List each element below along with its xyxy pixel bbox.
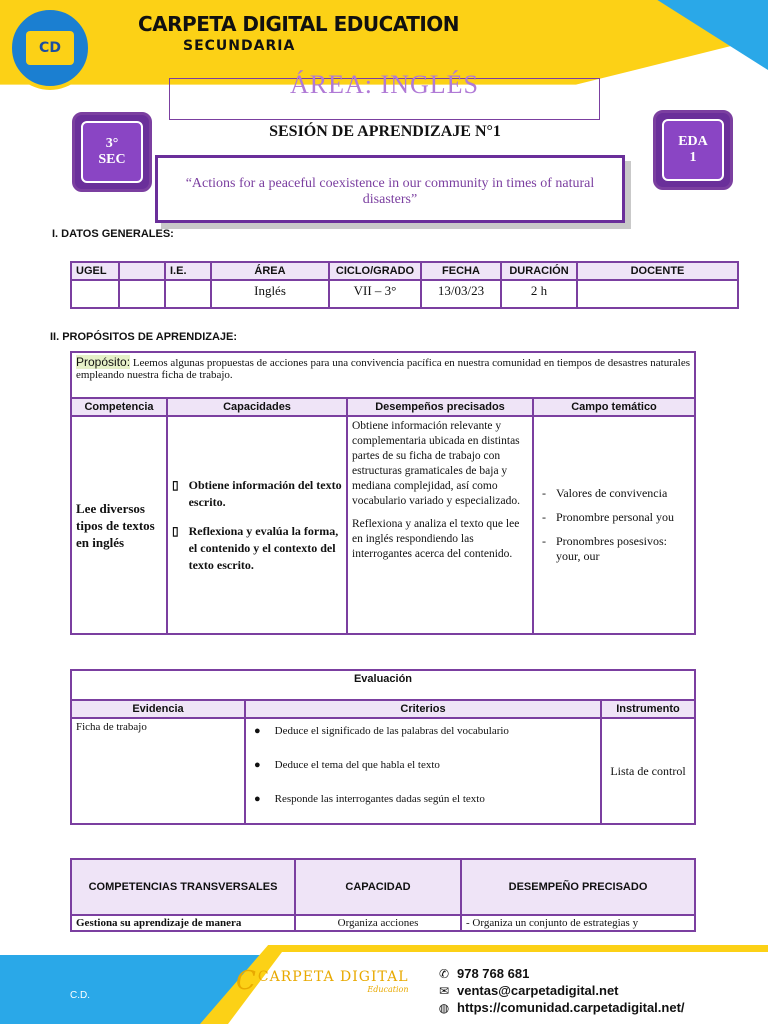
transversal-competencia-cell: Gestiona su aprendizaje de manera — [71, 915, 295, 931]
list-item: ▯ Obtiene información del texto escrito. — [172, 477, 342, 509]
cell-fecha: 13/03/23 — [421, 280, 501, 308]
transversal-capacidad-cell: Organiza acciones — [295, 915, 461, 931]
footer-brand-c-icon: C — [236, 966, 256, 996]
col-criterios: Criterios — [245, 700, 601, 718]
col-docente: DOCENTE — [577, 262, 738, 280]
competencia-cell: Lee diversos tipos de textos en inglés — [71, 416, 167, 634]
col-capacidad: CAPACIDAD — [295, 859, 461, 915]
phone-text: 978 768 681 — [457, 966, 530, 981]
col-ciclo: CICLO/GRADO — [329, 262, 421, 280]
footer-brand-name: CARPETA DIGITAL — [257, 969, 409, 985]
evidencia-cell: Ficha de trabajo — [71, 718, 245, 824]
col-area: ÁREA — [211, 262, 329, 280]
globe-icon: ◍ — [438, 1000, 450, 1015]
grade-badge — [72, 112, 152, 192]
table-header-row — [71, 398, 695, 416]
col-capacidades: Capacidades — [167, 398, 347, 416]
brand-title: CARPETA DIGITAL EDUCATION — [138, 12, 460, 36]
campo-tematico-cell — [533, 416, 695, 634]
table-row — [71, 915, 695, 931]
table-row — [71, 416, 695, 634]
evaluacion-table — [70, 669, 696, 825]
propositos-table — [70, 351, 696, 635]
eda-badge-line1: EDA — [678, 134, 708, 149]
col-duracion: DURACIÓN — [501, 262, 577, 280]
purpose-cell — [71, 352, 695, 398]
datos-generales-table — [70, 261, 739, 309]
table-header-row — [71, 262, 738, 280]
table-header-row — [71, 859, 695, 915]
list-item: ● Responde las interrogantes dadas según el texto — [254, 793, 485, 805]
col-desempeno-precisado: DESEMPEÑO PRECISADO — [461, 859, 695, 915]
table-row — [71, 280, 738, 308]
transversal-desempeno-cell: - Organiza un conjunto de estrategias y — [461, 915, 695, 931]
footer-contacts — [437, 966, 685, 1015]
purpose-text: Leemos algunas propuestas de acciones para una convivencia pacífica en nuestra comunidad en tiempos de desastres naturales empleando nuestra ficha de trabajo. — [76, 357, 690, 381]
list-item: - Pronombre personal you — [542, 510, 674, 524]
phone-icon: ✆ — [438, 966, 450, 981]
col-blank — [119, 262, 165, 280]
cell-blank — [119, 280, 165, 308]
bullet-icon: ▯ — [172, 523, 179, 538]
col-competencia: Competencia — [71, 398, 167, 416]
envelope-icon: ✉ — [438, 983, 450, 998]
purpose-row — [71, 352, 695, 398]
col-evidencia: Evidencia — [71, 700, 245, 718]
cell-docente — [577, 280, 738, 308]
capacidades-cell — [167, 416, 347, 634]
brand-subtitle: SECUNDARIA — [183, 38, 296, 54]
area-title: ÁREA: INGLÉS — [290, 70, 479, 99]
bullet-icon: ▯ — [172, 477, 179, 492]
footer-brand-logo — [236, 968, 409, 994]
table-header-row — [71, 700, 695, 718]
table-row — [71, 718, 695, 824]
cell-area: Inglés — [211, 280, 329, 308]
email-link[interactable]: ventas@carpetadigital.net — [457, 983, 619, 998]
footer-left-text: C.D. — [70, 990, 90, 1001]
bullet-icon: ● — [254, 725, 261, 737]
purpose-label: Propósito: — [76, 355, 131, 369]
col-ugel: UGEL — [71, 262, 119, 280]
desempenos-cell — [347, 416, 533, 634]
logo-folder-icon: CD — [26, 31, 74, 65]
evaluation-title-row — [71, 670, 695, 700]
col-competencias-transversales: COMPETENCIAS TRANSVERSALES — [71, 859, 295, 915]
col-desempenos: Desempeños precisados — [347, 398, 533, 416]
cell-ciclo: VII – 3° — [329, 280, 421, 308]
session-quote: “Actions for a peaceful coexistence in our community in times of natural disasters” — [185, 176, 595, 207]
cell-ugel — [71, 280, 119, 308]
list-item: ▯ Reflexiona y evalúa la forma, el contenido y el contexto del texto escrito. — [172, 523, 339, 572]
footer-phone — [437, 966, 685, 981]
section-propositos-title: II. PROPÓSITOS DE APRENDIZAJE: — [50, 331, 238, 343]
evaluation-title: Evaluación — [71, 670, 695, 700]
footer-brand-sub: Education — [367, 985, 409, 994]
brand-logo — [8, 6, 92, 90]
grade-badge-line2: SEC — [98, 152, 126, 167]
bullet-icon: ● — [254, 793, 261, 805]
grade-badge-line1: 3° — [105, 136, 119, 151]
col-fecha: FECHA — [421, 262, 501, 280]
list-item: - Valores de convivencia — [542, 486, 668, 500]
col-ie: I.E. — [165, 262, 211, 280]
cell-duracion: 2 h — [501, 280, 577, 308]
footer-email[interactable] — [437, 983, 685, 998]
eda-badge — [653, 110, 733, 190]
eda-badge-line2: 1 — [689, 150, 697, 165]
desempeno-1: Obtiene información relevante y complementaria ubicada en distintas partes de su ficha de trabajo con estructuras gramaticales de baja y mediana complejidad, así como vocabulario variado y especializado. — [352, 420, 520, 507]
instrumento-cell: Lista de control — [601, 718, 695, 824]
criterios-cell — [245, 718, 601, 824]
url-link[interactable]: https://comunidad.carpetadigital.net/ — [457, 1000, 685, 1015]
desempeno-2: Reflexiona y analiza el texto que lee en inglés respondiendo las interrogantes acerca del contenido. — [352, 518, 520, 560]
col-instrumento: Instrumento — [601, 700, 695, 718]
list-item: - Pronombres posesivos: your, our — [542, 534, 667, 563]
col-campo: Campo temático — [533, 398, 695, 416]
session-title: SESIÓN DE APRENDIZAJE N°1 — [269, 123, 501, 140]
list-item: ● Deduce el significado de las palabras del vocabulario — [254, 725, 509, 737]
footer-url[interactable] — [437, 1000, 685, 1015]
section-datos-generales-title: I. DATOS GENERALES: — [52, 228, 174, 240]
bullet-icon: ● — [254, 759, 261, 771]
cell-ie — [165, 280, 211, 308]
transversal-table — [70, 858, 696, 932]
list-item: ● Deduce el tema del que habla el texto — [254, 759, 440, 771]
